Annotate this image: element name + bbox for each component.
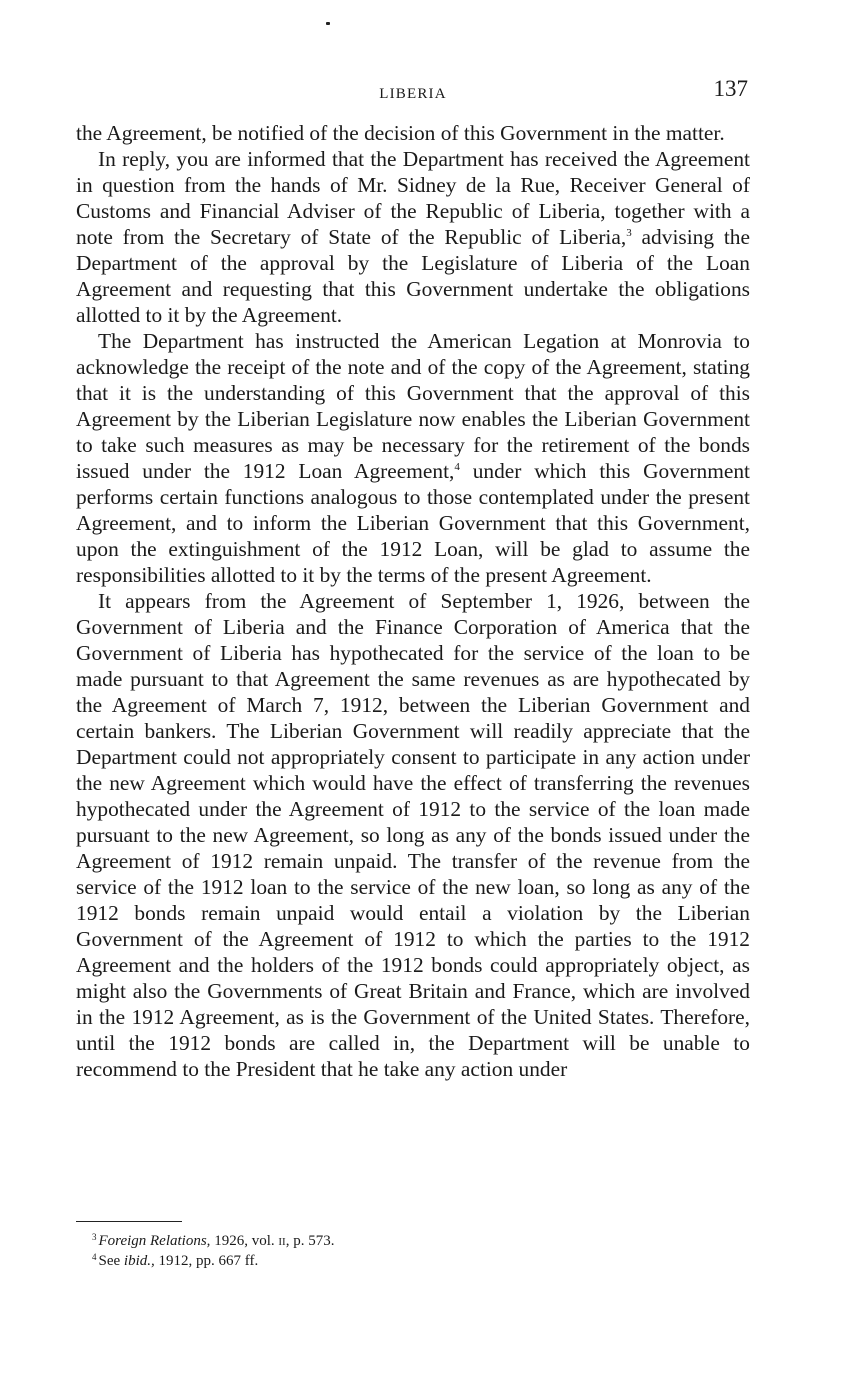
footnote-mark: 3 — [92, 1232, 97, 1242]
footnote-3 — [92, 1232, 334, 1252]
footnote-source-title: ibid., — [123, 1253, 155, 1269]
footnote-text: , p. 573. — [285, 1233, 335, 1249]
paragraph — [76, 146, 750, 328]
paragraph — [76, 120, 750, 146]
footnote-rule — [76, 1221, 182, 1222]
footnotes — [92, 1232, 334, 1272]
footnote-4 — [92, 1252, 334, 1272]
footnote-reference: 3 — [626, 227, 632, 239]
paragraph-text: The Department has instructed the American Legation at Monrovia to acknowledge the receipt of the note and of the copy of the Agreement, stating that it is the understanding of this Government that the approval of this Agreement by the Liberian Legislature now enables the Liberian Government to take such measures as may be necessary for the retirement of the bonds issued under the 1912 Loan Agreement, — [76, 329, 750, 483]
body-text — [76, 120, 750, 1082]
page-number: 137 — [713, 76, 748, 101]
paragraph-text: the Agreement, be notified of the decision of this Government in the matter. — [76, 121, 725, 145]
footnote-reference: 4 — [454, 461, 460, 473]
footnote-text: 1912, pp. 667 ff. — [154, 1253, 259, 1269]
paragraph-text: It appears from the Agreement of September 1, 1926, between the Government of Liberia and the Finance Corporation of America that the Government of Liberia has hypothecated for the service of the loan to be made pursuant to that Agreement the same revenues as are hypothecated by the Agreement of March 7, 1912, between the Liberian Government and certain bankers. The Liberian Government will readily appreciate that the Department could not appropriately consent to participate in any action under the new Agreement which would have the effect of transferring the revenues hypothecated under the Agreement of 1912 to the service of the loan made pursuant to the new Agreement, so long as any of the bonds issued under the Agreement of 1912 remain unpaid. The transfer of the revenue from the service of the 1912 loan to the service of the new loan, so long as any of the 1912 bonds remain unpaid would entail a violation by the Liberian Government of the Agreement of 1912 to which the parties to the 1912 Agreement and the holders of the 1912 bonds could appropriately object, as might also the Governments of Great Britain and France, which are involved in the 1912 Agreement, as is the Government of the United States. Therefore, until the 1912 bonds are called in, the Department will be unable to recommend to the President that he take any action under — [76, 589, 750, 1081]
paragraph-text: under which this Government performs certain functions analogous to those contemplated under the present Agreement, and to inform the Liberian Government that this Government, upon the extinguishment of the 1912 Loan, will be glad to assume the responsibilities allotted to it by the terms of the present Agreement. — [76, 459, 750, 587]
paragraph — [76, 588, 750, 1082]
paragraph-text: In reply, you are informed that the Department has received the Agreement in question from the hands of Mr. Sidney de la Rue, Receiver General of Customs and Financial Adviser of the Republic of Liberia, together with a note from the Secretary of State of the Republic of Liberia, — [76, 147, 750, 249]
paragraph — [76, 328, 750, 588]
footnote-text: See — [98, 1253, 124, 1269]
footnote-mark: 4 — [92, 1252, 97, 1262]
footnote-text: 1926, vol. — [210, 1233, 279, 1249]
running-head: LIBERIA — [379, 86, 447, 102]
print-speck — [326, 22, 330, 25]
page-header — [76, 74, 750, 108]
paragraph-text: advising the Department of the approval by the Legislature of Liberia of the Loan Agreement and requesting that this Government undertake the obligations allotted to it by the Agreement. — [76, 225, 750, 327]
footnote-source-title: Foreign Relations, — [98, 1233, 211, 1249]
footnote-volume: ii — [278, 1233, 286, 1249]
